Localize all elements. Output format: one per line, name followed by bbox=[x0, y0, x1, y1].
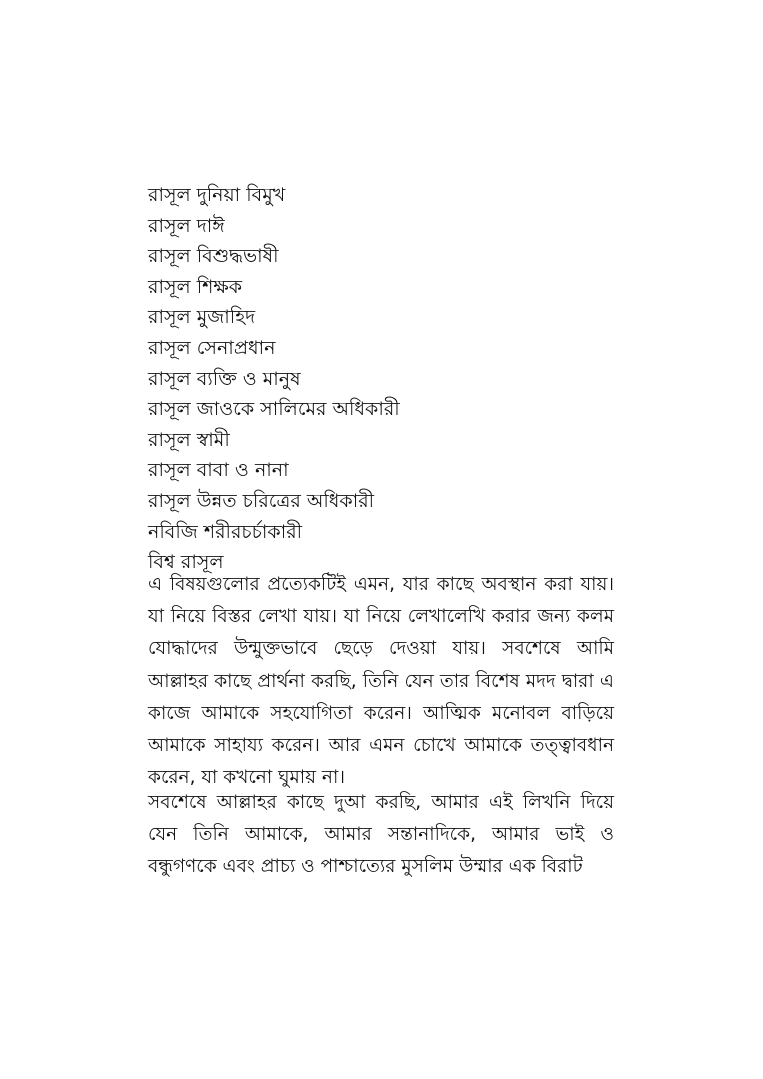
topic-item: নবিজি শরীরচর্চাকারী bbox=[148, 520, 303, 543]
topic-item: রাসূল বাবা ও নানা bbox=[148, 459, 289, 482]
body-paragraph: এ বিষয়গুলোর প্রত্যেকটিই এমন, যার কাছে অবস্থান করা যায়। যা নিয়ে বিস্তর লেখা যায়। যা নিয়ে লেখালেখি করার জন্য কলম যোদ্ধাদের উন্মুক্তভাবে ছেড়ে দেওয়া যায়। সবশেষে আমি আল্লাহর কাছে প্রার্থনা করছি, তিনি যেন তার বিশেষ মদদ দ্বারা এ কাজে আমাকে সহযোগিতা করেন। আত্মিক মনোবল বাড়িয়ে আমাকে সাহায্য করেন। আর এমন চোখে আমাকে তত্ত্বাবধান করেন, যা কখনো ঘুমায় না। bbox=[148, 574, 614, 789]
topic-item: রাসূল মুজাহিদ bbox=[148, 306, 256, 329]
topic-item: রাসূল সেনাপ্রধান bbox=[148, 336, 276, 359]
topic-item: রাসূল শিক্ষক bbox=[148, 275, 243, 298]
topic-item: রাসূল বিশুদ্ধভাষী bbox=[148, 245, 279, 268]
topic-item: রাসূল স্বামী bbox=[148, 428, 230, 451]
topic-list bbox=[148, 180, 618, 578]
topic-item: বিশ্ব রাসূল bbox=[148, 551, 224, 574]
topic-item: রাসূল দাঈ bbox=[148, 214, 225, 237]
topic-item: রাসূল ব্যক্তি ও মানুষ bbox=[148, 367, 301, 390]
body-paragraph: সবশেষে আল্লাহর কাছে দুআ করছি, আমার এই লিখনি দিয়ে যেন তিনি আমাকে, আমার সন্তানাদিকে, আমার ভাই ও বন্ধুগণকে এবং প্রাচ্য ও পাশ্চাত্যের মুসলিম উম্মার এক বিরাট bbox=[148, 792, 614, 878]
topic-item: রাসূল জাওকে সালিমের অধিকারী bbox=[148, 398, 400, 421]
topic-item: রাসূল উন্নত চরিত্রের অধিকারী bbox=[148, 489, 375, 512]
topic-item: রাসূল দুনিয়া বিমুখ bbox=[148, 184, 286, 206]
